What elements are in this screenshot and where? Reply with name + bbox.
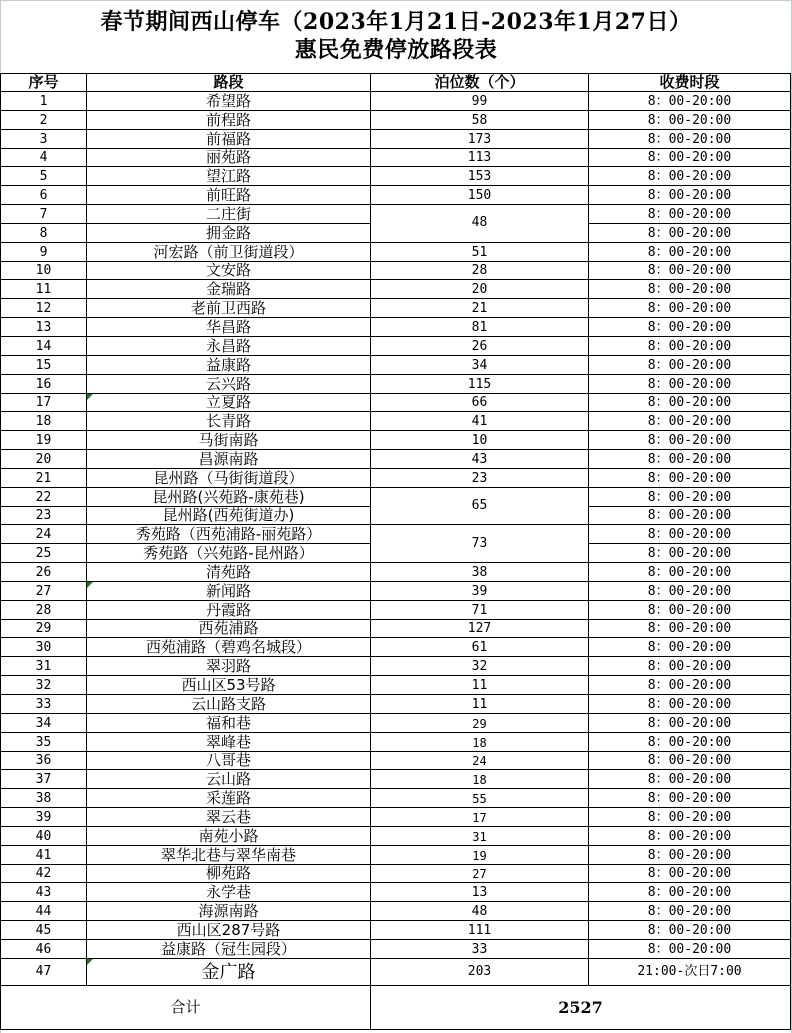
charge-hours: 8：00-20:00 (589, 488, 791, 507)
road-name: 长青路 (87, 412, 371, 431)
row-number: 38 (1, 789, 87, 808)
row-number: 8 (1, 224, 87, 243)
row-number: 4 (1, 149, 87, 168)
parking-spaces-merged: 73 (371, 525, 589, 563)
road-name: 马街南路 (87, 431, 371, 450)
road-name: 前旺路 (87, 186, 371, 205)
parking-spaces: 153 (371, 167, 589, 186)
road-name: 立夏路 (205, 393, 251, 412)
charge-hours: 8：00-20:00 (589, 205, 791, 224)
parking-spaces: 61 (371, 638, 589, 657)
charge-hours: 8：00-20:00 (589, 544, 791, 563)
parking-spaces: 113 (371, 149, 589, 168)
parking-spaces: 150 (371, 186, 589, 205)
road-name: 新闻路 (205, 581, 251, 600)
row-number: 9 (1, 243, 87, 262)
row-number: 42 (1, 865, 87, 884)
parking-spaces: 24 (371, 752, 589, 771)
road-name: 翠羽路 (87, 657, 371, 676)
parking-spaces: 51 (371, 243, 589, 262)
row-number: 26 (1, 563, 87, 582)
row-number: 12 (1, 299, 87, 318)
road-name: 福和巷 (87, 714, 371, 733)
comment-marker-icon (87, 959, 93, 965)
parking-spaces: 29 (371, 714, 589, 733)
row-number: 10 (1, 262, 87, 281)
charge-hours: 8：00-20:00 (589, 394, 791, 413)
charge-hours: 8：00-20:00 (589, 695, 791, 714)
road-name: 南苑小路 (87, 827, 371, 846)
charge-hours: 8：00-20:00 (589, 507, 791, 526)
parking-spaces: 23 (371, 469, 589, 488)
charge-hours: 8：00-20:00 (589, 450, 791, 469)
row-number: 18 (1, 412, 87, 431)
charge-hours: 8：00-20:00 (589, 243, 791, 262)
charge-hours: 8：00-20:00 (589, 563, 791, 582)
parking-spaces: 11 (371, 676, 589, 695)
road-name: 文安路 (87, 262, 371, 281)
road-name: 河宏路（前卫街道段） (87, 243, 371, 262)
road-name-cell (87, 959, 371, 986)
road-name: 西苑浦路 (87, 620, 371, 639)
row-number: 5 (1, 167, 87, 186)
road-name: 翠峰巷 (87, 733, 371, 752)
road-name: 云兴路 (87, 375, 371, 394)
charge-hours: 8：00-20:00 (589, 770, 791, 789)
road-name: 丹霞路 (87, 601, 371, 620)
charge-hours: 8：00-20:00 (589, 337, 791, 356)
row-number: 27 (1, 582, 87, 601)
total-value: 2527 (371, 986, 791, 1030)
charge-hours: 8：00-20:00 (589, 883, 791, 902)
road-name: 昆州路（马街街道段） (87, 469, 371, 488)
parking-spaces: 27 (371, 865, 589, 884)
row-number: 25 (1, 544, 87, 563)
row-number: 36 (1, 752, 87, 771)
charge-hours: 8：00-20:00 (589, 582, 791, 601)
row-number: 28 (1, 601, 87, 620)
road-name: 前程路 (87, 111, 371, 130)
parking-spaces: 127 (371, 620, 589, 639)
charge-hours: 8：00-20:00 (589, 808, 791, 827)
road-name: 云山路支路 (87, 695, 371, 714)
road-name: 老前卫西路 (87, 299, 371, 318)
parking-spaces: 111 (371, 921, 589, 940)
charge-hours: 8：00-20:00 (589, 620, 791, 639)
charge-hours: 8：00-20:00 (589, 676, 791, 695)
row-number: 17 (1, 394, 87, 413)
title-line-2: 惠民免费停放路段表 (294, 37, 498, 63)
road-name: 西苑浦路（碧鸡名城段） (87, 638, 371, 657)
parking-spaces: 31 (371, 827, 589, 846)
row-number: 7 (1, 205, 87, 224)
comment-marker-icon (87, 582, 93, 588)
road-name: 益康路（冠生园段） (87, 940, 371, 959)
charge-hours: 8：00-20:00 (589, 827, 791, 846)
road-name: 秀苑路（兴苑路-昆州路） (87, 544, 371, 563)
row-number: 41 (1, 846, 87, 865)
road-name: 清苑路 (87, 563, 371, 582)
charge-hours: 8：00-20:00 (589, 865, 791, 884)
parking-spaces: 81 (371, 318, 589, 337)
road-name: 海源南路 (87, 902, 371, 921)
charge-hours: 8：00-20:00 (589, 111, 791, 130)
road-name: 前福路 (87, 130, 371, 149)
title-line-1: 春节期间西山停车（2023年1月21日-2023年1月27日） (100, 9, 692, 35)
header-no: 序号 (1, 74, 87, 92)
charge-hours: 8：00-20:00 (589, 356, 791, 375)
row-number: 23 (1, 507, 87, 526)
parking-spaces: 18 (371, 733, 589, 752)
charge-hours: 8：00-20:00 (589, 130, 791, 149)
parking-spaces: 17 (371, 808, 589, 827)
road-name: 望江路 (87, 167, 371, 186)
parking-spaces: 99 (371, 92, 589, 111)
row-number: 1 (1, 92, 87, 111)
charge-hours: 8：00-20:00 (589, 752, 791, 771)
parking-spaces: 58 (371, 111, 589, 130)
road-name: 八哥巷 (87, 752, 371, 771)
row-number: 29 (1, 620, 87, 639)
row-number: 45 (1, 921, 87, 940)
road-name-cell (87, 394, 371, 413)
parking-spaces-merged: 48 (371, 205, 589, 243)
road-name: 翠华北巷与翠华南巷 (87, 846, 371, 865)
charge-hours: 8：00-20:00 (589, 940, 791, 959)
parking-spaces-merged: 65 (371, 488, 589, 526)
header-spaces: 泊位数（个） (371, 74, 589, 92)
road-name: 希望路 (87, 92, 371, 111)
charge-hours: 8：00-20:00 (589, 638, 791, 657)
row-number: 47 (1, 959, 87, 986)
charge-hours: 8：00-20:00 (589, 431, 791, 450)
parking-spaces: 203 (371, 959, 589, 986)
charge-hours: 8：00-20:00 (589, 902, 791, 921)
comment-marker-icon (87, 394, 93, 400)
charge-hours: 8：00-20:00 (589, 262, 791, 281)
parking-spaces: 26 (371, 337, 589, 356)
row-number: 3 (1, 130, 87, 149)
parking-spaces: 48 (371, 902, 589, 921)
row-number: 44 (1, 902, 87, 921)
parking-spaces: 13 (371, 883, 589, 902)
charge-hours: 8：00-20:00 (589, 846, 791, 865)
charge-hours: 8：00-20:00 (589, 412, 791, 431)
row-number: 14 (1, 337, 87, 356)
charge-hours: 8：00-20:00 (589, 186, 791, 205)
road-name: 华昌路 (87, 318, 371, 337)
row-number: 19 (1, 431, 87, 450)
road-name: 柳苑路 (87, 865, 371, 884)
road-name: 昆州路(兴苑路-康苑巷) (87, 488, 371, 507)
parking-spaces: 55 (371, 789, 589, 808)
parking-spaces: 11 (371, 695, 589, 714)
road-name-cell (87, 582, 371, 601)
charge-hours: 8：00-20:00 (589, 601, 791, 620)
parking-spaces: 173 (371, 130, 589, 149)
row-number: 35 (1, 733, 87, 752)
road-name: 西山区53号路 (87, 676, 371, 695)
row-number: 30 (1, 638, 87, 657)
charge-hours: 8：00-20:00 (589, 789, 791, 808)
road-name: 金广路 (201, 961, 256, 983)
parking-spaces: 39 (371, 582, 589, 601)
road-name: 云山路 (87, 770, 371, 789)
row-number: 2 (1, 111, 87, 130)
row-number: 43 (1, 883, 87, 902)
row-number: 13 (1, 318, 87, 337)
row-number: 16 (1, 375, 87, 394)
charge-hours: 8：00-20:00 (589, 733, 791, 752)
row-number: 32 (1, 676, 87, 695)
row-number: 24 (1, 525, 87, 544)
charge-hours: 21:00-次日7:00 (589, 959, 791, 986)
road-name: 昆州路(西苑街道办) (87, 507, 371, 526)
parking-spaces: 28 (371, 262, 589, 281)
road-name: 永学巷 (87, 883, 371, 902)
road-name: 金瑞路 (87, 280, 371, 299)
charge-hours: 8：00-20:00 (589, 92, 791, 111)
road-name: 二庄街 (87, 205, 371, 224)
road-name: 永昌路 (87, 337, 371, 356)
charge-hours: 8：00-20:00 (589, 224, 791, 243)
row-number: 37 (1, 770, 87, 789)
row-number: 6 (1, 186, 87, 205)
row-number: 46 (1, 940, 87, 959)
parking-spaces: 43 (371, 450, 589, 469)
road-name: 秀苑路（西苑浦路-丽苑路） (87, 525, 371, 544)
charge-hours: 8：00-20:00 (589, 714, 791, 733)
parking-spaces: 115 (371, 375, 589, 394)
row-number: 39 (1, 808, 87, 827)
charge-hours: 8：00-20:00 (589, 167, 791, 186)
parking-spaces: 33 (371, 940, 589, 959)
row-number: 21 (1, 469, 87, 488)
total-label: 合计 (1, 986, 371, 1030)
road-name: 西山区287号路 (87, 921, 371, 940)
charge-hours: 8：00-20:00 (589, 921, 791, 940)
row-number: 15 (1, 356, 87, 375)
row-number: 33 (1, 695, 87, 714)
row-number: 22 (1, 488, 87, 507)
parking-spaces: 10 (371, 431, 589, 450)
road-name: 采莲路 (87, 789, 371, 808)
parking-spaces: 20 (371, 280, 589, 299)
row-number: 40 (1, 827, 87, 846)
charge-hours: 8：00-20:00 (589, 657, 791, 676)
row-number: 11 (1, 280, 87, 299)
parking-spaces: 71 (371, 601, 589, 620)
road-name: 昌源南路 (87, 450, 371, 469)
road-name: 拥金路 (87, 224, 371, 243)
row-number: 20 (1, 450, 87, 469)
charge-hours: 8：00-20:00 (589, 318, 791, 337)
charge-hours: 8：00-20:00 (589, 375, 791, 394)
charge-hours: 8：00-20:00 (589, 280, 791, 299)
parking-spaces: 19 (371, 846, 589, 865)
road-name: 丽苑路 (87, 149, 371, 168)
parking-spaces: 32 (371, 657, 589, 676)
parking-spaces: 34 (371, 356, 589, 375)
header-hours: 收费时段 (589, 74, 791, 92)
row-number: 34 (1, 714, 87, 733)
parking-spaces: 38 (371, 563, 589, 582)
parking-table (0, 73, 791, 1030)
road-name: 翠云巷 (87, 808, 371, 827)
parking-spaces: 41 (371, 412, 589, 431)
parking-spaces: 18 (371, 770, 589, 789)
road-name: 益康路 (87, 356, 371, 375)
charge-hours: 8：00-20:00 (589, 299, 791, 318)
parking-spaces: 21 (371, 299, 589, 318)
row-number: 31 (1, 657, 87, 676)
charge-hours: 8：00-20:00 (589, 525, 791, 544)
charge-hours: 8：00-20:00 (589, 469, 791, 488)
charge-hours: 8：00-20:00 (589, 149, 791, 168)
parking-spaces: 66 (371, 394, 589, 413)
header-road: 路段 (87, 74, 371, 92)
